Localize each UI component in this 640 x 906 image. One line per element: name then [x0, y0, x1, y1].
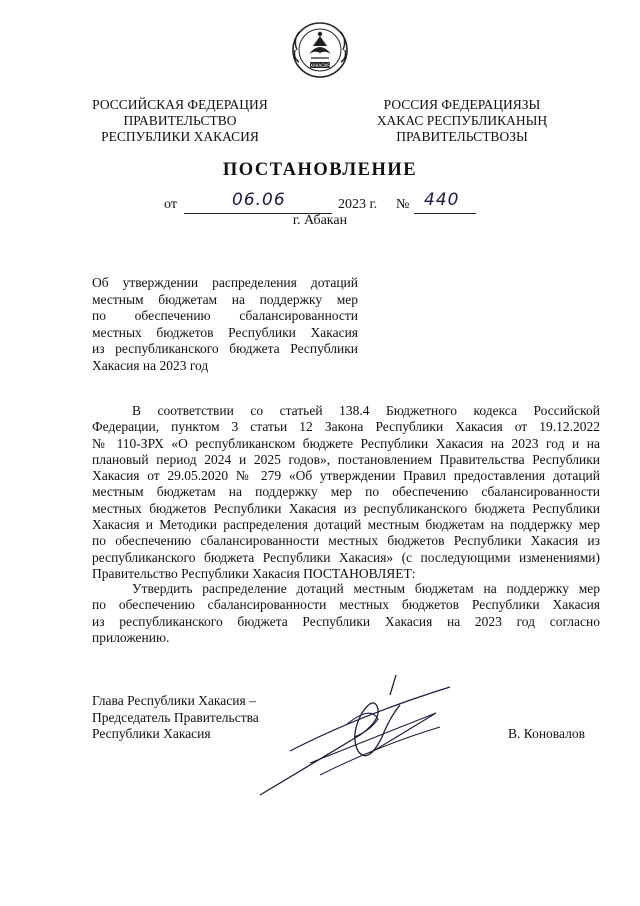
subject-line: по обеспечению сбалансированности [92, 308, 358, 323]
body-line: Федерации, пунктом 3 статьи 12 Закона Республики Хакасия от 19.12.2022 [92, 419, 600, 435]
signer-title [92, 693, 259, 743]
document-title: ПОСТАНОВЛЕНИЕ [222, 160, 418, 180]
header-left [80, 97, 280, 145]
emblem-lettering: ХАКАСИЯ [310, 63, 330, 68]
resolution-paragraph [92, 581, 600, 646]
header-right-line: ПРАВИТЕЛЬСТВОЗЫ [396, 129, 528, 144]
header-left-line: ПРАВИТЕЛЬСТВО [123, 113, 237, 128]
coat-of-arms-emblem [289, 20, 351, 80]
subject-line: местных бюджетов Республики Хакасия [92, 324, 358, 340]
body-line: местным бюджетам на поддержку мер по обеспечению сбалансированности [92, 484, 600, 500]
document-page: ХАКАСИЯ РОССИЙСКАЯ ФЕДЕРАЦИЯ ПРАВИТЕЛЬСТВО РЕСПУБЛИКИ ХАКАСИЯ РОССИЯ ФЕДЕРАЦИЯЗЫ ХАКАС РЕСПУБЛИКАНЫҢ ПРАВИТЕЛЬСТВОЗЫ ПОСТАНОВЛЕНИЕ от 06.06 2023 г. № 440 г. Абакан Об утверждении распределения дотаций местным бюджетам на поддержку мер по обеспечению сбалансированности местных бюджетов Республики Хакасия из республиканского бюджета Республики Хакасия на 2023 год В соответствии со статьей 138.4 Бюджетного кодекса Российской Федерации, пунктом 3 статьи 12 Закона Республики Хакасия от 19.12.2022 № 110-ЗРХ «О республиканском бюджете Республики Хакасия на 2023 год и на плановый период 2024 и 2025 годов», постановлением Правительства Республики Хакасия от 29.05.2020 № 279 «Об утверждении Правил предоставления дотаций местным бюджетам на поддержку мер по обеспечению сбалансированности местных бюджетов Республики Хакасия из республиканского бюджета Республики Хакасия и Методики распределения дотаций местным бюджетам на поддержку мер по обеспечению сбалансированности местных бюджетов Республики Хакасия из республиканского бюджета Республики Хакасия» (с последующими изменениями) Правительство Республики Хакасия ПОСТАНОВЛЯЕТ: Утвердить распределение дотаций местным бюджетам на поддержку мер по обеспечению сбалансированности местных бюджетов Республики Хакасия из республиканского бюджета Республики Хакасия на 2023 год согласно приложению. Глава Республики Хакасия – Председатель Правительства Республики Хакасия В. Коновалов [0, 0, 640, 906]
handwritten-signature [250, 665, 490, 805]
subject-line: из республиканского бюджета Республики [92, 341, 358, 356]
body-line: Правительство Республики Хакасия ПОСТАНОВЛЯЕТ: [92, 565, 416, 581]
resolution-line: по обеспечению сбалансированности местных бюджетов Республики Хакасия [92, 597, 600, 613]
signer-title-line: Республики Хакасия [92, 726, 211, 741]
subject-line: Хакасия на 2023 год [92, 357, 209, 373]
resolution-line: приложению. [92, 629, 170, 645]
subject-line: местным бюджетам на поддержку мер [92, 291, 358, 307]
body-line: № 110-ЗРХ «О республиканском бюджете Республики Хакасия на 2023 год и на [92, 435, 600, 451]
header-left-line: РЕСПУБЛИКИ ХАКАСИЯ [101, 129, 259, 144]
subject-line: Об утверждении распределения дотаций [92, 275, 358, 290]
date-prefix: от [164, 197, 177, 212]
body-line: по обеспечению сбалансированности местных бюджетов Республики Хакасия из [92, 533, 600, 549]
signer-title-line: Глава Республики Хакасия – [92, 693, 256, 708]
signer-name: В. Коновалов [508, 726, 585, 741]
header-right-line: ХАКАС РЕСПУБЛИКАНЫҢ [376, 113, 548, 128]
body-line: Хакасия и Методики распределения дотаций местным бюджетам на поддержку мер [92, 517, 600, 533]
resolution-line: из республиканского бюджета Республики Хакасия на 2023 год согласно [92, 613, 600, 629]
header-left-line: РОССИЙСКАЯ ФЕДЕРАЦИЯ [92, 97, 268, 112]
body-line: плановый период 2024 и 2025 годов», постановлением Правительства Республики [92, 451, 600, 467]
body-line: В соответствии со статьей 138.4 Бюджетного кодекса Российской [132, 403, 600, 418]
body-line: местных бюджетов Республики Хакасия из республиканского бюджета Республики [92, 500, 600, 516]
preamble-paragraph [92, 403, 600, 582]
number-handwritten: 440 [424, 190, 460, 210]
signer-title-line: Председатель Правительства [92, 709, 259, 725]
resolution-line: Утвердить распределение дотаций местным бюджетам на поддержку мер [132, 581, 600, 596]
body-line: республиканского бюджета Республики Хакасия» (с последующими изменениями) [92, 549, 600, 565]
date-handwritten: 06.06 [232, 190, 286, 210]
subject-block [92, 275, 358, 374]
header-right-line: РОССИЯ ФЕДЕРАЦИЯЗЫ [383, 97, 541, 112]
city-label: г. Абакан [292, 213, 348, 228]
body-line: Хакасия от 29.05.2020 № 279 «Об утверждении Правил предоставления дотаций [92, 468, 600, 484]
header-right [362, 97, 562, 145]
number-sign: № [396, 197, 410, 212]
